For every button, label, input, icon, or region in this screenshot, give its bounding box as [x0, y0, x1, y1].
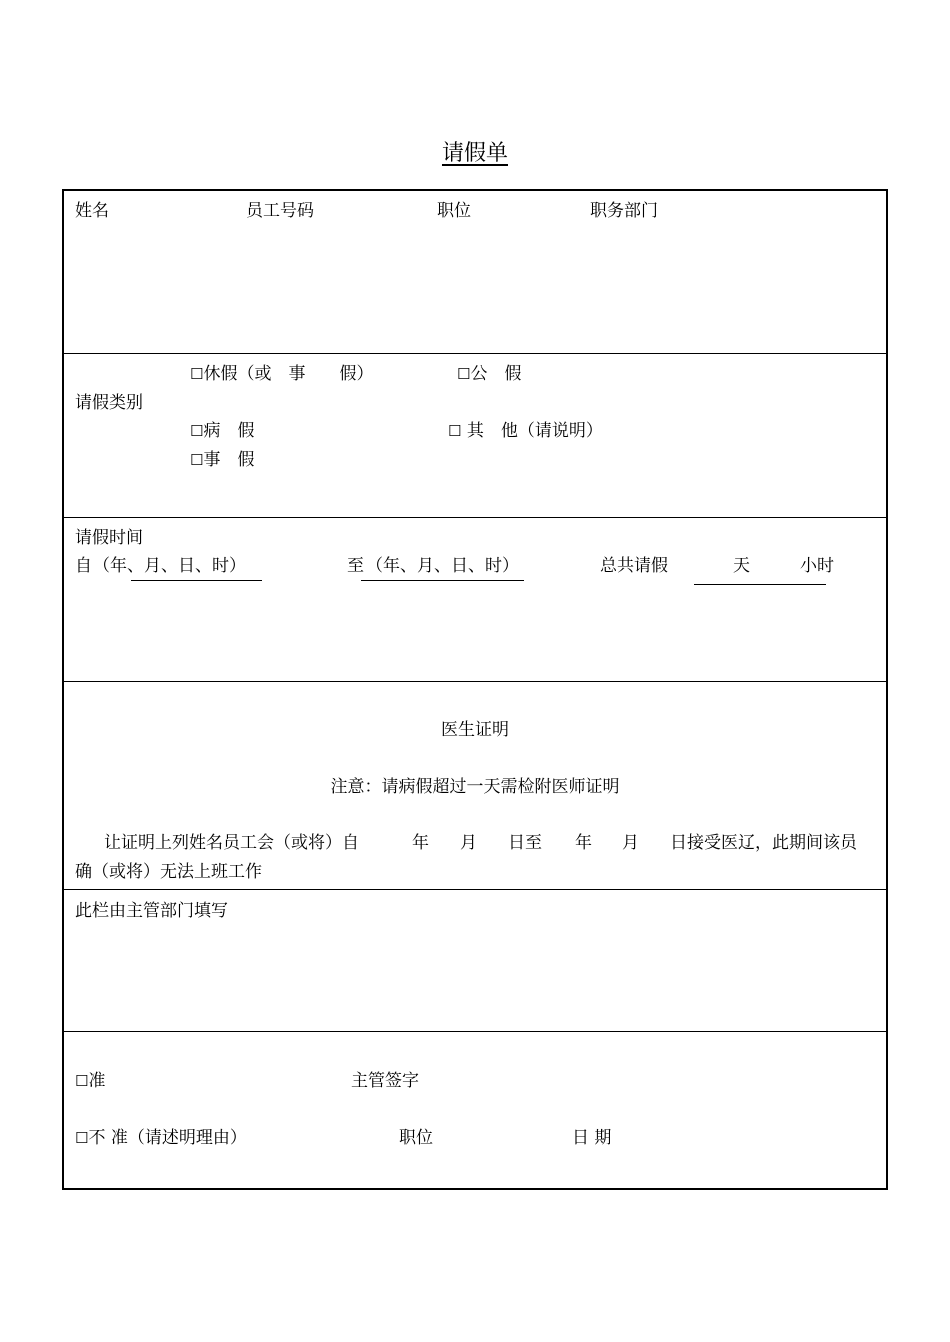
- approver-position-label: 职位: [399, 1128, 433, 1148]
- days-unit: 天: [733, 556, 750, 576]
- doctor-cert-heading: 医生证明: [441, 720, 509, 740]
- leave-option-annual-label: 休假（或 事 假）: [203, 364, 374, 384]
- total-input-line[interactable]: [694, 584, 826, 585]
- leave-time-label: 请假时间: [75, 528, 143, 548]
- signature-label: 主管签字: [351, 1071, 419, 1091]
- checkbox-icon[interactable]: ☐: [75, 1072, 89, 1090]
- name-label: 姓名: [75, 201, 109, 221]
- total-leave-label: 总共请假: [600, 556, 668, 576]
- leave-option-sick-label: 病 假: [203, 421, 255, 441]
- to-input-line[interactable]: [361, 580, 524, 581]
- divider: [64, 1031, 886, 1032]
- leave-option-personal-label: 事 假: [203, 450, 255, 470]
- leave-option-other-label: 其 他（请说明）: [461, 421, 603, 441]
- cert-text-end: 日接受医辽，此期间该员: [670, 833, 857, 853]
- cert-day-to: 日至: [508, 833, 542, 853]
- cert-text-start: 让证明上列姓名员工会（或将）自: [104, 833, 359, 853]
- leave-option-personal[interactable]: [190, 450, 254, 470]
- cert-year: 年: [412, 833, 429, 853]
- approve-label: 准: [88, 1071, 106, 1091]
- leave-option-annual[interactable]: [190, 364, 373, 384]
- cert-month: 月: [460, 833, 477, 853]
- cert-month: 月: [622, 833, 639, 853]
- leave-option-public-label: 公 假: [470, 364, 522, 384]
- cert-year: 年: [575, 833, 592, 853]
- form-title: 请假单: [441, 141, 508, 166]
- manager-section-label: 此栏由主管部门填写: [75, 901, 228, 921]
- divider: [64, 889, 886, 890]
- leave-form: [62, 189, 888, 1190]
- checkbox-icon[interactable]: ☐: [190, 365, 204, 383]
- to-prefix: 至: [347, 556, 364, 576]
- checkbox-icon[interactable]: ☐: [457, 365, 471, 383]
- to-label: （年、月、日、时）: [366, 556, 519, 576]
- employee-id-label: 员工号码: [246, 201, 314, 221]
- date-label: 日 期: [572, 1128, 612, 1148]
- checkbox-icon[interactable]: ☐: [190, 422, 204, 440]
- divider: [64, 517, 886, 518]
- checkbox-icon[interactable]: ☐: [448, 422, 462, 440]
- from-prefix: 自: [75, 556, 92, 576]
- leave-type-label: 请假类别: [75, 393, 143, 413]
- reject-label: 不 准（请述明理由）: [88, 1128, 247, 1148]
- leave-option-sick[interactable]: [190, 421, 254, 441]
- leave-option-other[interactable]: [448, 421, 603, 441]
- checkbox-icon[interactable]: ☐: [190, 451, 204, 469]
- doctor-cert-note: 注意：请病假超过一天需检附医师证明: [330, 777, 620, 797]
- cert-text-line2: 确（或将）无法上班工作: [75, 862, 262, 882]
- hours-unit: 小时: [800, 556, 834, 576]
- position-label: 职位: [437, 201, 471, 221]
- checkbox-icon[interactable]: ☐: [75, 1129, 89, 1147]
- divider: [64, 353, 886, 354]
- approve-option[interactable]: [75, 1071, 105, 1091]
- department-label: 职务部门: [590, 201, 658, 221]
- leave-option-public[interactable]: [457, 364, 521, 384]
- from-input-line[interactable]: [131, 580, 262, 581]
- divider: [64, 681, 886, 682]
- from-label: （年、月、日、时）: [93, 556, 246, 576]
- reject-option[interactable]: [75, 1128, 247, 1148]
